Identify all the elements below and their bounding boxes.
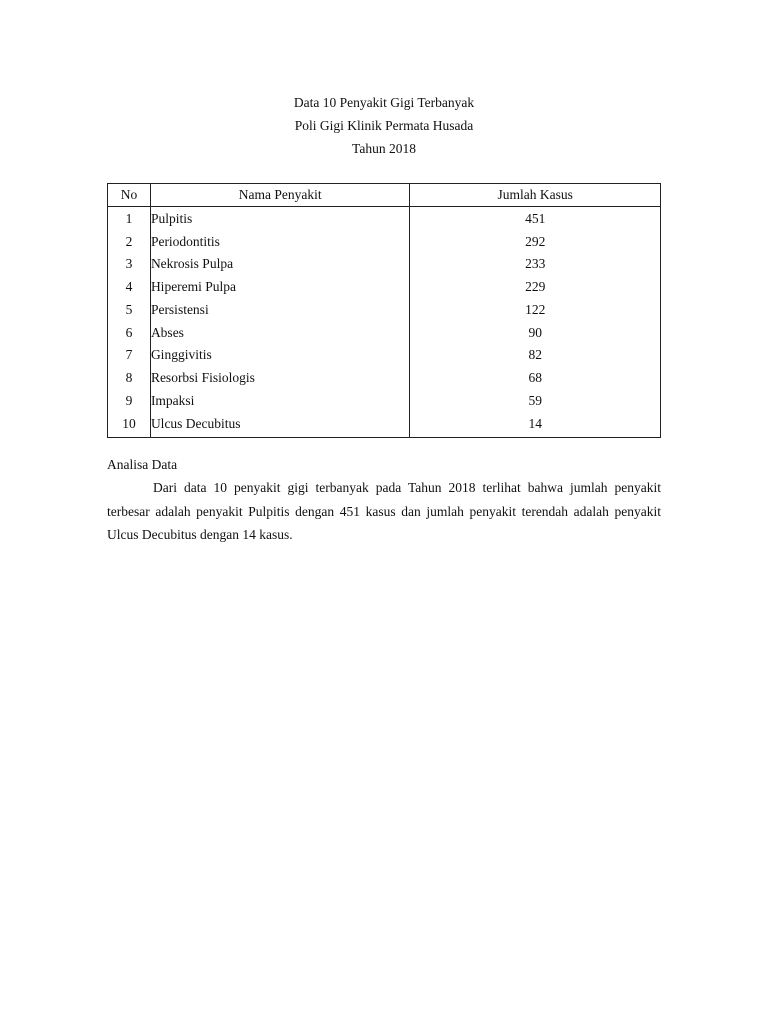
table-row [108, 390, 661, 413]
row-no: 4 [108, 276, 151, 299]
row-name: Persistensi [150, 299, 410, 322]
row-count: 82 [410, 344, 661, 367]
document-subtitle: Poli Gigi Klinik Permata Husada [294, 118, 474, 133]
table-row [108, 322, 661, 345]
row-no: 3 [108, 253, 151, 276]
header-count: Jumlah Kasus [410, 184, 661, 207]
table-row [108, 299, 661, 322]
row-count: 59 [410, 390, 661, 413]
row-name: Pulpitis [150, 207, 410, 231]
row-count: 122 [410, 299, 661, 322]
table-row [108, 231, 661, 254]
row-count: 451 [410, 207, 661, 231]
document-year: Tahun 2018 [352, 141, 416, 156]
row-count: 68 [410, 367, 661, 390]
row-name: Hiperemi Pulpa [150, 276, 410, 299]
table-header-row [108, 184, 661, 207]
row-count: 292 [410, 231, 661, 254]
row-no: 10 [108, 412, 151, 438]
table-row [108, 344, 661, 367]
row-count: 90 [410, 322, 661, 345]
row-no: 9 [108, 390, 151, 413]
row-name: Impaksi [150, 390, 410, 413]
disease-table [107, 183, 661, 438]
row-name: Periodontitis [150, 231, 410, 254]
analysis-title: Analisa Data [107, 457, 178, 472]
row-name: Resorbsi Fisiologis [150, 367, 410, 390]
document-heading [0, 91, 768, 160]
table-row [108, 412, 661, 438]
row-no: 8 [108, 367, 151, 390]
row-count: 14 [410, 412, 661, 438]
analysis-paragraph: Dari data 10 penyakit gigi terbanyak pada Tahun 2018 terlihat bahwa jumlah penyakit terbesar adalah penyakit Pulpitis dengan 451 kasus dan jumlah penyakit terendah adalah penyakit Ulcus Decubitus dengan 14 kasus. [107, 480, 661, 542]
row-no: 6 [108, 322, 151, 345]
header-no: No [108, 184, 151, 207]
row-no: 1 [108, 207, 151, 231]
header-name: Nama Penyakit [150, 184, 410, 207]
row-name: Abses [150, 322, 410, 345]
analysis-section [107, 453, 661, 547]
row-name: Ginggivitis [150, 344, 410, 367]
table-row [108, 367, 661, 390]
row-no: 2 [108, 231, 151, 254]
row-no: 7 [108, 344, 151, 367]
table-row [108, 253, 661, 276]
table-row [108, 207, 661, 231]
row-count: 233 [410, 253, 661, 276]
row-count: 229 [410, 276, 661, 299]
row-name: Ulcus Decubitus [150, 412, 410, 438]
table-row [108, 276, 661, 299]
row-name: Nekrosis Pulpa [150, 253, 410, 276]
document-title: Data 10 Penyakit Gigi Terbanyak [293, 95, 475, 110]
row-no: 5 [108, 299, 151, 322]
